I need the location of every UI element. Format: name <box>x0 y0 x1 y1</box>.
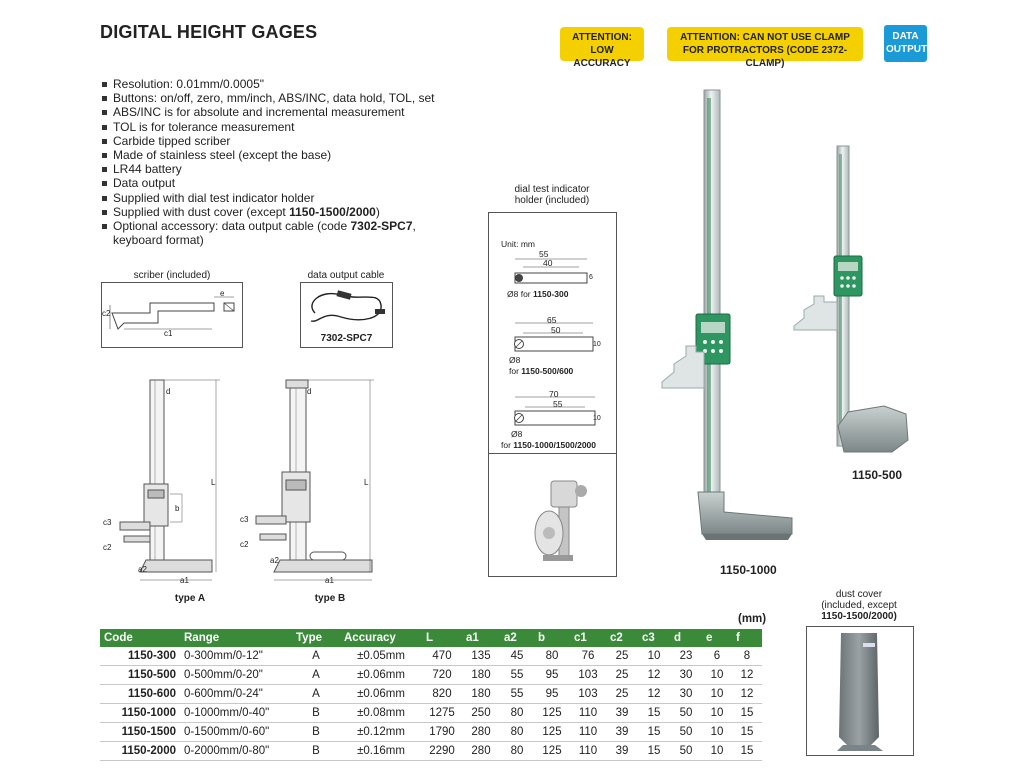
scriber-diagram <box>101 282 243 348</box>
col-c2: c2 <box>606 629 638 647</box>
table-cell-c1: 103 <box>570 685 606 704</box>
table-cell-c3: 15 <box>638 723 670 742</box>
table-cell-code: 1150-300 <box>100 647 180 666</box>
data-output-badge: DATA OUTPUT <box>884 25 927 62</box>
scriber-caption: scriber (included) <box>133 270 211 281</box>
feature-item: LR44 battery <box>100 162 460 176</box>
table-cell-b: 125 <box>534 704 570 723</box>
dust-cover-caption: dust cover (included, except 1150-1500/2000) <box>821 589 897 622</box>
table-cell-l: 2290 <box>422 742 462 761</box>
table-row <box>100 647 762 666</box>
col-d: d <box>670 629 702 647</box>
table-cell-a2: 80 <box>500 704 534 723</box>
table-row <box>100 666 762 685</box>
table-cell-e: 10 <box>702 666 732 685</box>
feature-list <box>100 77 460 247</box>
holder-divider <box>489 453 616 454</box>
dial-holder-panel <box>488 212 617 577</box>
dim-c1: c1 <box>164 329 173 338</box>
table-row <box>100 685 762 704</box>
table-cell-f: 15 <box>732 723 762 742</box>
feature-item: Buttons: on/off, zero, mm/inch, ABS/INC, data hold, TOL, set <box>100 91 460 105</box>
type-b-drawing <box>238 376 378 592</box>
dial-holder-photo <box>529 471 599 571</box>
table-cell-accuracy: ±0.06mm <box>340 666 422 685</box>
table-cell-code: 1150-1500 <box>100 723 180 742</box>
cable-diagram <box>300 282 393 348</box>
table-cell-a2: 80 <box>500 723 534 742</box>
table-cell-f: 12 <box>732 685 762 704</box>
table-cell-type: B <box>292 704 340 723</box>
dim-c2: c2 <box>102 309 111 318</box>
dim-d-b: d <box>307 387 312 396</box>
dim-c2-b: c2 <box>240 540 249 549</box>
table-cell-accuracy: ±0.16mm <box>340 742 422 761</box>
dial-holder-caption: dial test indicator holder (included) <box>514 184 590 206</box>
gauge-1150-1000-photo <box>660 88 800 558</box>
col-c1: c1 <box>570 629 606 647</box>
table-cell-d: 50 <box>670 723 702 742</box>
table-cell-c1: 110 <box>570 704 606 723</box>
dim-d-a: d <box>166 387 171 396</box>
dim-e: e <box>220 289 225 298</box>
col-e: e <box>702 629 732 647</box>
table-row <box>100 742 762 761</box>
dim-b-a: b <box>175 504 180 513</box>
feature-item: Supplied with dust cover (except 1150-1500/2000) <box>100 205 460 219</box>
dim-L-a: L <box>211 478 216 487</box>
table-cell-f: 12 <box>732 666 762 685</box>
table-cell-c1: 110 <box>570 723 606 742</box>
table-cell-b: 95 <box>534 666 570 685</box>
table-row <box>100 723 762 742</box>
dim-a1-a: a1 <box>180 576 189 585</box>
table-cell-e: 10 <box>702 742 732 761</box>
table-cell-a1: 280 <box>462 723 500 742</box>
table-header-row <box>100 629 762 647</box>
table-cell-code: 1150-500 <box>100 666 180 685</box>
cable-code: 7302-SPC7 <box>320 333 373 344</box>
table-cell-l: 820 <box>422 685 462 704</box>
dim-70: 70 <box>549 389 559 399</box>
col-c3: c3 <box>638 629 670 647</box>
type-a-drawing <box>100 376 224 592</box>
table-cell-c2: 39 <box>606 742 638 761</box>
table-cell-f: 8 <box>732 647 762 666</box>
table-cell-code: 1150-1000 <box>100 704 180 723</box>
table-cell-range: 0-600mm/0-24" <box>180 685 292 704</box>
spec-table <box>100 629 762 761</box>
table-cell-f: 15 <box>732 742 762 761</box>
holder-label-500: Ø8 for 1150-500/600 <box>509 355 574 376</box>
feature-item: TOL is for tolerance measurement <box>100 120 460 134</box>
table-cell-a2: 80 <box>500 742 534 761</box>
unit-mm-label: (mm) <box>738 613 767 625</box>
feature-item: Optional accessory: data output cable (code 7302-SPC7, keyboard format) <box>100 219 460 247</box>
table-cell-e: 10 <box>702 685 732 704</box>
table-cell-accuracy: ±0.05mm <box>340 647 422 666</box>
table-cell-b: 125 <box>534 742 570 761</box>
table-cell-a1: 135 <box>462 647 500 666</box>
table-cell-accuracy: ±0.06mm <box>340 685 422 704</box>
table-cell-c3: 12 <box>638 666 670 685</box>
table-cell-type: A <box>292 666 340 685</box>
table-cell-c2: 25 <box>606 647 638 666</box>
type-a-label: type A <box>174 593 206 604</box>
dim-40: 40 <box>543 258 553 268</box>
feature-item: Data output <box>100 176 460 190</box>
col-L: L <box>422 629 462 647</box>
col-accuracy: Accuracy <box>340 629 422 647</box>
dim-c3-b: c3 <box>240 515 249 524</box>
cable-drawing <box>301 283 392 331</box>
table-cell-code: 1150-2000 <box>100 742 180 761</box>
feature-item: Made of stainless steel (except the base) <box>100 148 460 162</box>
feature-item: Carbide tipped scriber <box>100 134 460 148</box>
table-cell-c2: 25 <box>606 685 638 704</box>
feature-item: Resolution: 0.01mm/0.0005" <box>100 77 460 91</box>
dim-c3-a: c3 <box>103 518 112 527</box>
table-cell-d: 50 <box>670 704 702 723</box>
feature-item: Supplied with dial test indicator holder <box>100 191 460 205</box>
table-cell-l: 470 <box>422 647 462 666</box>
table-cell-type: A <box>292 685 340 704</box>
low-accuracy-badge: ATTENTION: LOW ACCURACY <box>560 27 644 61</box>
table-cell-c2: 39 <box>606 704 638 723</box>
holder-label-1000: Ø8 for 1150-1000/1500/2000 <box>501 429 597 450</box>
table-cell-accuracy: ±0.12mm <box>340 723 422 742</box>
table-cell-f: 15 <box>732 704 762 723</box>
table-row <box>100 704 762 723</box>
table-cell-a2: 55 <box>500 685 534 704</box>
type-b-label: type B <box>314 593 346 604</box>
table-cell-d: 30 <box>670 666 702 685</box>
table-cell-type: A <box>292 647 340 666</box>
table-cell-c1: 110 <box>570 742 606 761</box>
dim-65: 65 <box>547 315 557 325</box>
table-cell-c2: 25 <box>606 666 638 685</box>
col-range: Range <box>180 629 292 647</box>
table-cell-code: 1150-600 <box>100 685 180 704</box>
dim-a2-a: a2 <box>138 565 147 574</box>
table-cell-e: 6 <box>702 647 732 666</box>
dim-10: 10 <box>593 341 601 348</box>
feature-item: ABS/INC is for absolute and incremental measurement <box>100 105 460 119</box>
table-cell-a1: 180 <box>462 666 500 685</box>
table-cell-l: 1275 <box>422 704 462 723</box>
col-type: Type <box>292 629 340 647</box>
table-cell-b: 80 <box>534 647 570 666</box>
table-cell-a1: 180 <box>462 685 500 704</box>
dim-a2-b: a2 <box>270 556 279 565</box>
dim-50: 50 <box>551 325 561 335</box>
table-cell-range: 0-300mm/0-12" <box>180 647 292 666</box>
table-cell-l: 1790 <box>422 723 462 742</box>
dim-c2-a: c2 <box>103 543 112 552</box>
table-cell-l: 720 <box>422 666 462 685</box>
table-cell-d: 30 <box>670 685 702 704</box>
table-cell-type: B <box>292 723 340 742</box>
dim-55: 55 <box>539 249 549 259</box>
table-cell-c3: 15 <box>638 742 670 761</box>
table-cell-c2: 39 <box>606 723 638 742</box>
col-a2: a2 <box>500 629 534 647</box>
dim-6: 6 <box>589 274 593 281</box>
table-cell-e: 10 <box>702 723 732 742</box>
dust-cover-photo <box>807 627 913 755</box>
table-cell-b: 95 <box>534 685 570 704</box>
gauge-1150-1000-label: 1150-1000 <box>720 563 777 577</box>
table-cell-c3: 12 <box>638 685 670 704</box>
table-cell-accuracy: ±0.08mm <box>340 704 422 723</box>
table-cell-range: 0-1500mm/0-60" <box>180 723 292 742</box>
page-title: DIGITAL HEIGHT GAGES <box>100 22 318 42</box>
table-cell-e: 10 <box>702 704 732 723</box>
clamp-warning-badge: ATTENTION: CAN NOT USE CLAMP FOR PROTRACTORS (CODE 2372-CLAMP) <box>667 27 863 61</box>
dim-a1-b: a1 <box>325 576 334 585</box>
col-b: b <box>534 629 570 647</box>
dim-L-b: L <box>364 478 369 487</box>
holder-label-300: Ø8 for 1150-300 <box>507 289 569 299</box>
table-cell-d: 23 <box>670 647 702 666</box>
table-cell-a2: 45 <box>500 647 534 666</box>
col-f: f <box>732 629 762 647</box>
dust-cover-photo-frame <box>806 626 914 756</box>
table-cell-c1: 103 <box>570 666 606 685</box>
dim-10b: 10 <box>593 415 601 422</box>
gauge-1150-500-label: 1150-500 <box>852 468 903 482</box>
col-code: Code <box>100 629 180 647</box>
table-cell-c1: 76 <box>570 647 606 666</box>
table-cell-range: 0-500mm/0-20" <box>180 666 292 685</box>
cable-caption: data output cable <box>307 270 385 281</box>
table-cell-range: 0-1000mm/0-40" <box>180 704 292 723</box>
col-a1: a1 <box>462 629 500 647</box>
table-cell-c3: 15 <box>638 704 670 723</box>
dim-55b: 55 <box>553 399 563 409</box>
table-cell-b: 125 <box>534 723 570 742</box>
unit-label: Unit: mm <box>501 239 535 249</box>
table-cell-a1: 280 <box>462 742 500 761</box>
table-cell-d: 50 <box>670 742 702 761</box>
table-cell-range: 0-2000mm/0-80" <box>180 742 292 761</box>
table-cell-c3: 10 <box>638 647 670 666</box>
table-cell-a2: 55 <box>500 666 534 685</box>
table-cell-a1: 250 <box>462 704 500 723</box>
gauge-1150-500-photo <box>792 144 912 460</box>
table-cell-type: B <box>292 742 340 761</box>
